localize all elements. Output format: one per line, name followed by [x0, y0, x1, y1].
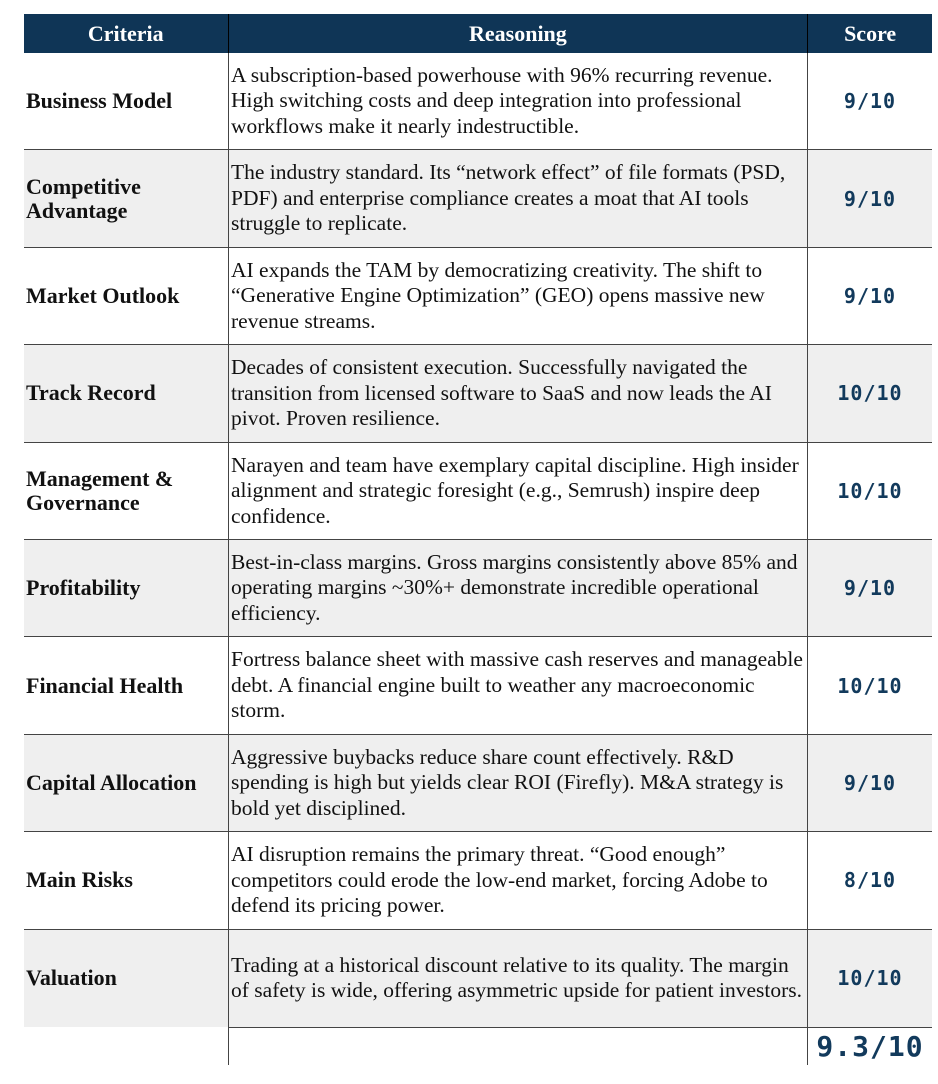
criteria-cell: Market Outlook: [26, 282, 180, 308]
reasoning-cell: Aggressive buybacks reduce share count effectively. R&D spending is high but yields clear ROI (Firefly). M&A strategy is bold yet disciplined.: [228, 735, 808, 831]
criteria-cell: Valuation: [24, 930, 228, 1027]
table-row: [24, 345, 932, 442]
table-row: [24, 443, 932, 540]
criteria-cell: Competitive Advantage: [24, 150, 228, 246]
table-row: [24, 930, 932, 1027]
score-column-header: Score: [844, 20, 897, 46]
total-empty-cell: [228, 1027, 808, 1065]
table-row: [24, 637, 932, 734]
criteria-cell: Track Record: [24, 345, 228, 441]
table-row: [24, 832, 932, 929]
table-row: [24, 735, 932, 832]
criteria-cell: Capital Allocation: [24, 735, 228, 831]
reasoning-cell: A subscription-based powerhouse with 96% recurring revenue. High switching costs and deep integration into professional workflows make it nearly indestructible.: [228, 53, 808, 149]
score-cell: 10/10: [837, 478, 903, 503]
score-cell: 10/10: [808, 345, 932, 441]
table-row: [24, 53, 932, 150]
reasoning-cell: The industry standard. Its “network effect” of file formats (PSD, PDF) and enterprise compliance creates a moat that AI tools struggle to replicate.: [228, 150, 808, 246]
score-cell: 9/10: [808, 735, 932, 831]
table-row: [24, 150, 932, 247]
criteria-cell: Financial Health: [26, 672, 184, 698]
reasoning-cell: AI disruption remains the primary threat. “Good enough” competitors could erode the low-end market, forcing Adobe to defend its pricing power.: [228, 832, 808, 928]
scorecard-table: [24, 14, 932, 1065]
reasoning-cell: Decades of consistent execution. Successfully navigated the transition from licensed software to SaaS and now leads the AI pivot. Proven resilience.: [228, 345, 808, 441]
reasoning-cell: Fortress balance sheet with massive cash reserves and manageable debt. A financial engine built to weather any macroeconomic storm.: [228, 637, 808, 733]
criteria-cell: Main Risks: [26, 867, 133, 893]
total-row: [24, 1027, 932, 1065]
reasoning-column-header: Reasoning: [228, 14, 809, 53]
criteria-column-header: Criteria: [87, 20, 164, 46]
score-cell: 9/10: [808, 150, 932, 246]
reasoning-cell: Best-in-class margins. Gross margins consistently above 85% and operating margins ~30%+ demonstrate incredible operational efficiency.: [228, 540, 808, 636]
reasoning-cell: Trading at a historical discount relative to its quality. The margin of safety is wide, offering asymmetric upside for patient investors.: [228, 930, 808, 1027]
reasoning-cell: AI expands the TAM by democratizing creativity. The shift to “Generative Engine Optimization” (GEO) opens massive new revenue streams.: [228, 248, 808, 344]
score-cell: 9/10: [843, 283, 897, 308]
criteria-cell: Management & Governance: [26, 465, 174, 515]
table-row: [24, 248, 932, 345]
reasoning-cell: Narayen and team have exemplary capital discipline. High insider alignment and strategic foresight (e.g., Semrush) inspire deep confidence.: [228, 443, 808, 539]
score-cell: 8/10: [843, 868, 897, 893]
score-cell: 10/10: [837, 673, 903, 698]
criteria-cell: Business Model: [26, 88, 173, 114]
total-spacer: [24, 1027, 228, 1065]
score-cell: 9/10: [808, 540, 932, 636]
score-cell: 9/10: [843, 89, 897, 114]
score-cell: 10/10: [808, 930, 932, 1027]
table-row: [24, 540, 932, 637]
total-score: 9.3/10: [808, 1027, 932, 1065]
criteria-cell: Profitability: [24, 540, 228, 636]
table-header: [24, 14, 932, 53]
